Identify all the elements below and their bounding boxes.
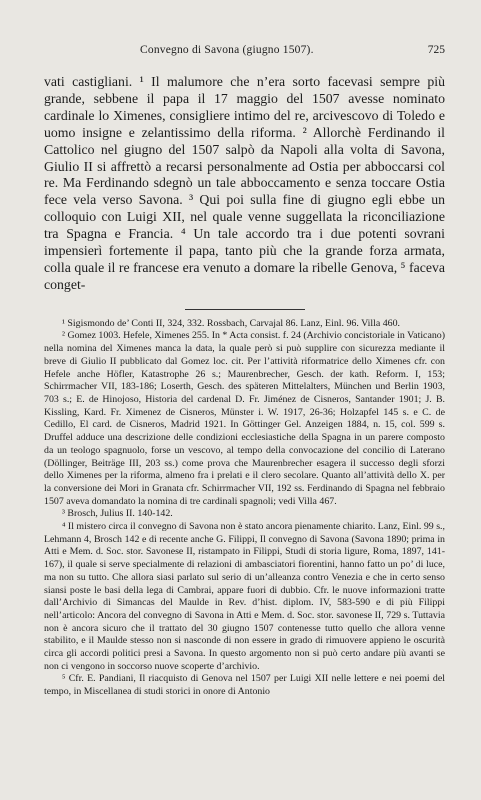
running-title: Convegno di Savona (giugno 1507). xyxy=(140,44,314,56)
footnote-4: ⁴ Il mistero circa il convegno di Savona non è stato ancora pienamente chiarito. Lanz, Einl. 99 s., Lehmann 4, Brosch 142 e di recente anche G. Filippi, Il convegno di Savona (Savona 1890; prima in Atti e Mem. d. Soc. stor. Savonese II, ristampato in Filippi, Studi di storia ligure, Roma, 1897, 141-167), il quale si serve specialmente di relazioni di ambasciatori fiorentini, hanno fatto un po’ di luce, ma non su tutto. Che allora siasi parlato sul serio di un’alleanza contro Venezia e che in certo senso siansi poste le basi della lega di Cambrai, appare fuori di dubbio. Cfr. le nuove informazioni tratte dall’Archivio di Simancas del Maulde in Rev. d’hist. diplom. IV, 583-590 e di più Filippi nell’articolo: Ancora del convegno di Savona in Atti e Mem. d. Soc. stor. savonese II, 729 s. Tuttavia non è ancora sicuro che il trattato del 30 giugno 1507 contenesse tutto quello che allora venne stabilito, e il Maulde stesso non si nasconde di non essere in grado di rimuovere appieno le oscurità circa gli accordi politici presi a Savona. In questo argomento non si può certo andare più avanti se non ci vengono in soccorso nuove scoperte d’archivio. xyxy=(44,521,445,672)
footnote-2: ² Gomez 1003. Hefele, Ximenes 255. In * Acta consist. f. 24 (Archivio concistoriale in Vaticano) nella nomina del Ximenes manca la data, la quale però si può supplire con sicurezza mediante il breve di Giulio II pubblicato dal Gomez loc. cit. Per l’attività riformatrice dello Ximenes cfr. con Hefele anche Höfler, Katastrophe 26 s.; Maurenbrecher, Gesch. der kath. Reform. I, 153; Schirrmacher VII, 183-186; Loserth, Gesch. des späteren Mittelalters, München und Berlin 1903, 703 s.; E. de Hinojoso, Historia del cardenal D. Fr. Jiménez de Cisneros, Santander 1901; J. B. Kissling, Kard. Fr. Ximenez de Cisneros, Münster i. W. 1917, 26-36; Holzapfel 145 s. e C. de Cedillo, El card. de Cisneros, Madrid 1921. In Göttinger Gel. Anzeigen 1884, n. 15, col. 599 s. Druffel adduce una descrizione delle condizioni ecclesiastiche della Spagna in un parere composto da un teologo spagnuolo, forse un vescovo, al tempo della convocazione del concilio di Laterano (Döllinger, Beiträge III, 203 ss.) come prova che Maurenbrecher esagera il successo degli sforzi dello Ximenes per la riforma, almeno fra i prelati e il clero secolare. Quanto all’attività dello X. per la conversione dei Mori in Granata cfr. Schirrmacher VII, 192 ss. Ferdinando di Spagna nel febbraio 1507 aveva domandato la nomina di tre cardinali spagnoli; vedi Villa 467. xyxy=(44,330,445,507)
footnote-5: ⁵ Cfr. E. Pandiani, Il riacquisto di Genova nel 1507 per Luigi XII nelle lettere e nei poemi del tempo, in Miscellanea di studi storici in onore di Antonio xyxy=(44,673,445,698)
footnote-divider xyxy=(185,309,305,310)
running-header xyxy=(44,44,445,56)
body-paragraph: vati castigliani. ¹ Il malumore che n’era sorto facevasi sempre più grande, sebbene il papa il 17 maggio del 1507 avesse nominato cardinale lo Ximenes, consigliere intimo del re, arcivescovo di Toledo e uomo insigne e zelantissimo della riforma. ² Allorchè Ferdinando il Cattolico nel giugno del 1507 salpò da Napoli alla volta di Savona, Giulio II si affrettò a recarsi personalmente ad Ostia per abboccarsi col re. Ma Ferdinando sdegnò un tale abboccamento e senza toccare Ostia fece vela verso Savona. ³ Qui poi sulla fine di giugno egli ebbe un colloquio con Luigi XII, nel quale venne suggellata la riconciliazione tra Spagna e Francia. ⁴ Un tale accordo tra i due potenti sovrani impensierì fortemente il papa, tanto più che la grande forza armata, colla quale il re francese era venuto a domare la ribelle Genova, ⁵ faceva conget- xyxy=(44,74,445,292)
footnote-3: ³ Brosch, Julius II. 140-142. xyxy=(62,508,173,520)
footnotes xyxy=(44,318,445,699)
page-number: 725 xyxy=(427,44,445,56)
footnote-1: ¹ Sigismondo de’ Conti II, 324, 332. Rossbach, Carvajal 86. Lanz, Einl. 96. Villa 460. xyxy=(62,317,400,329)
